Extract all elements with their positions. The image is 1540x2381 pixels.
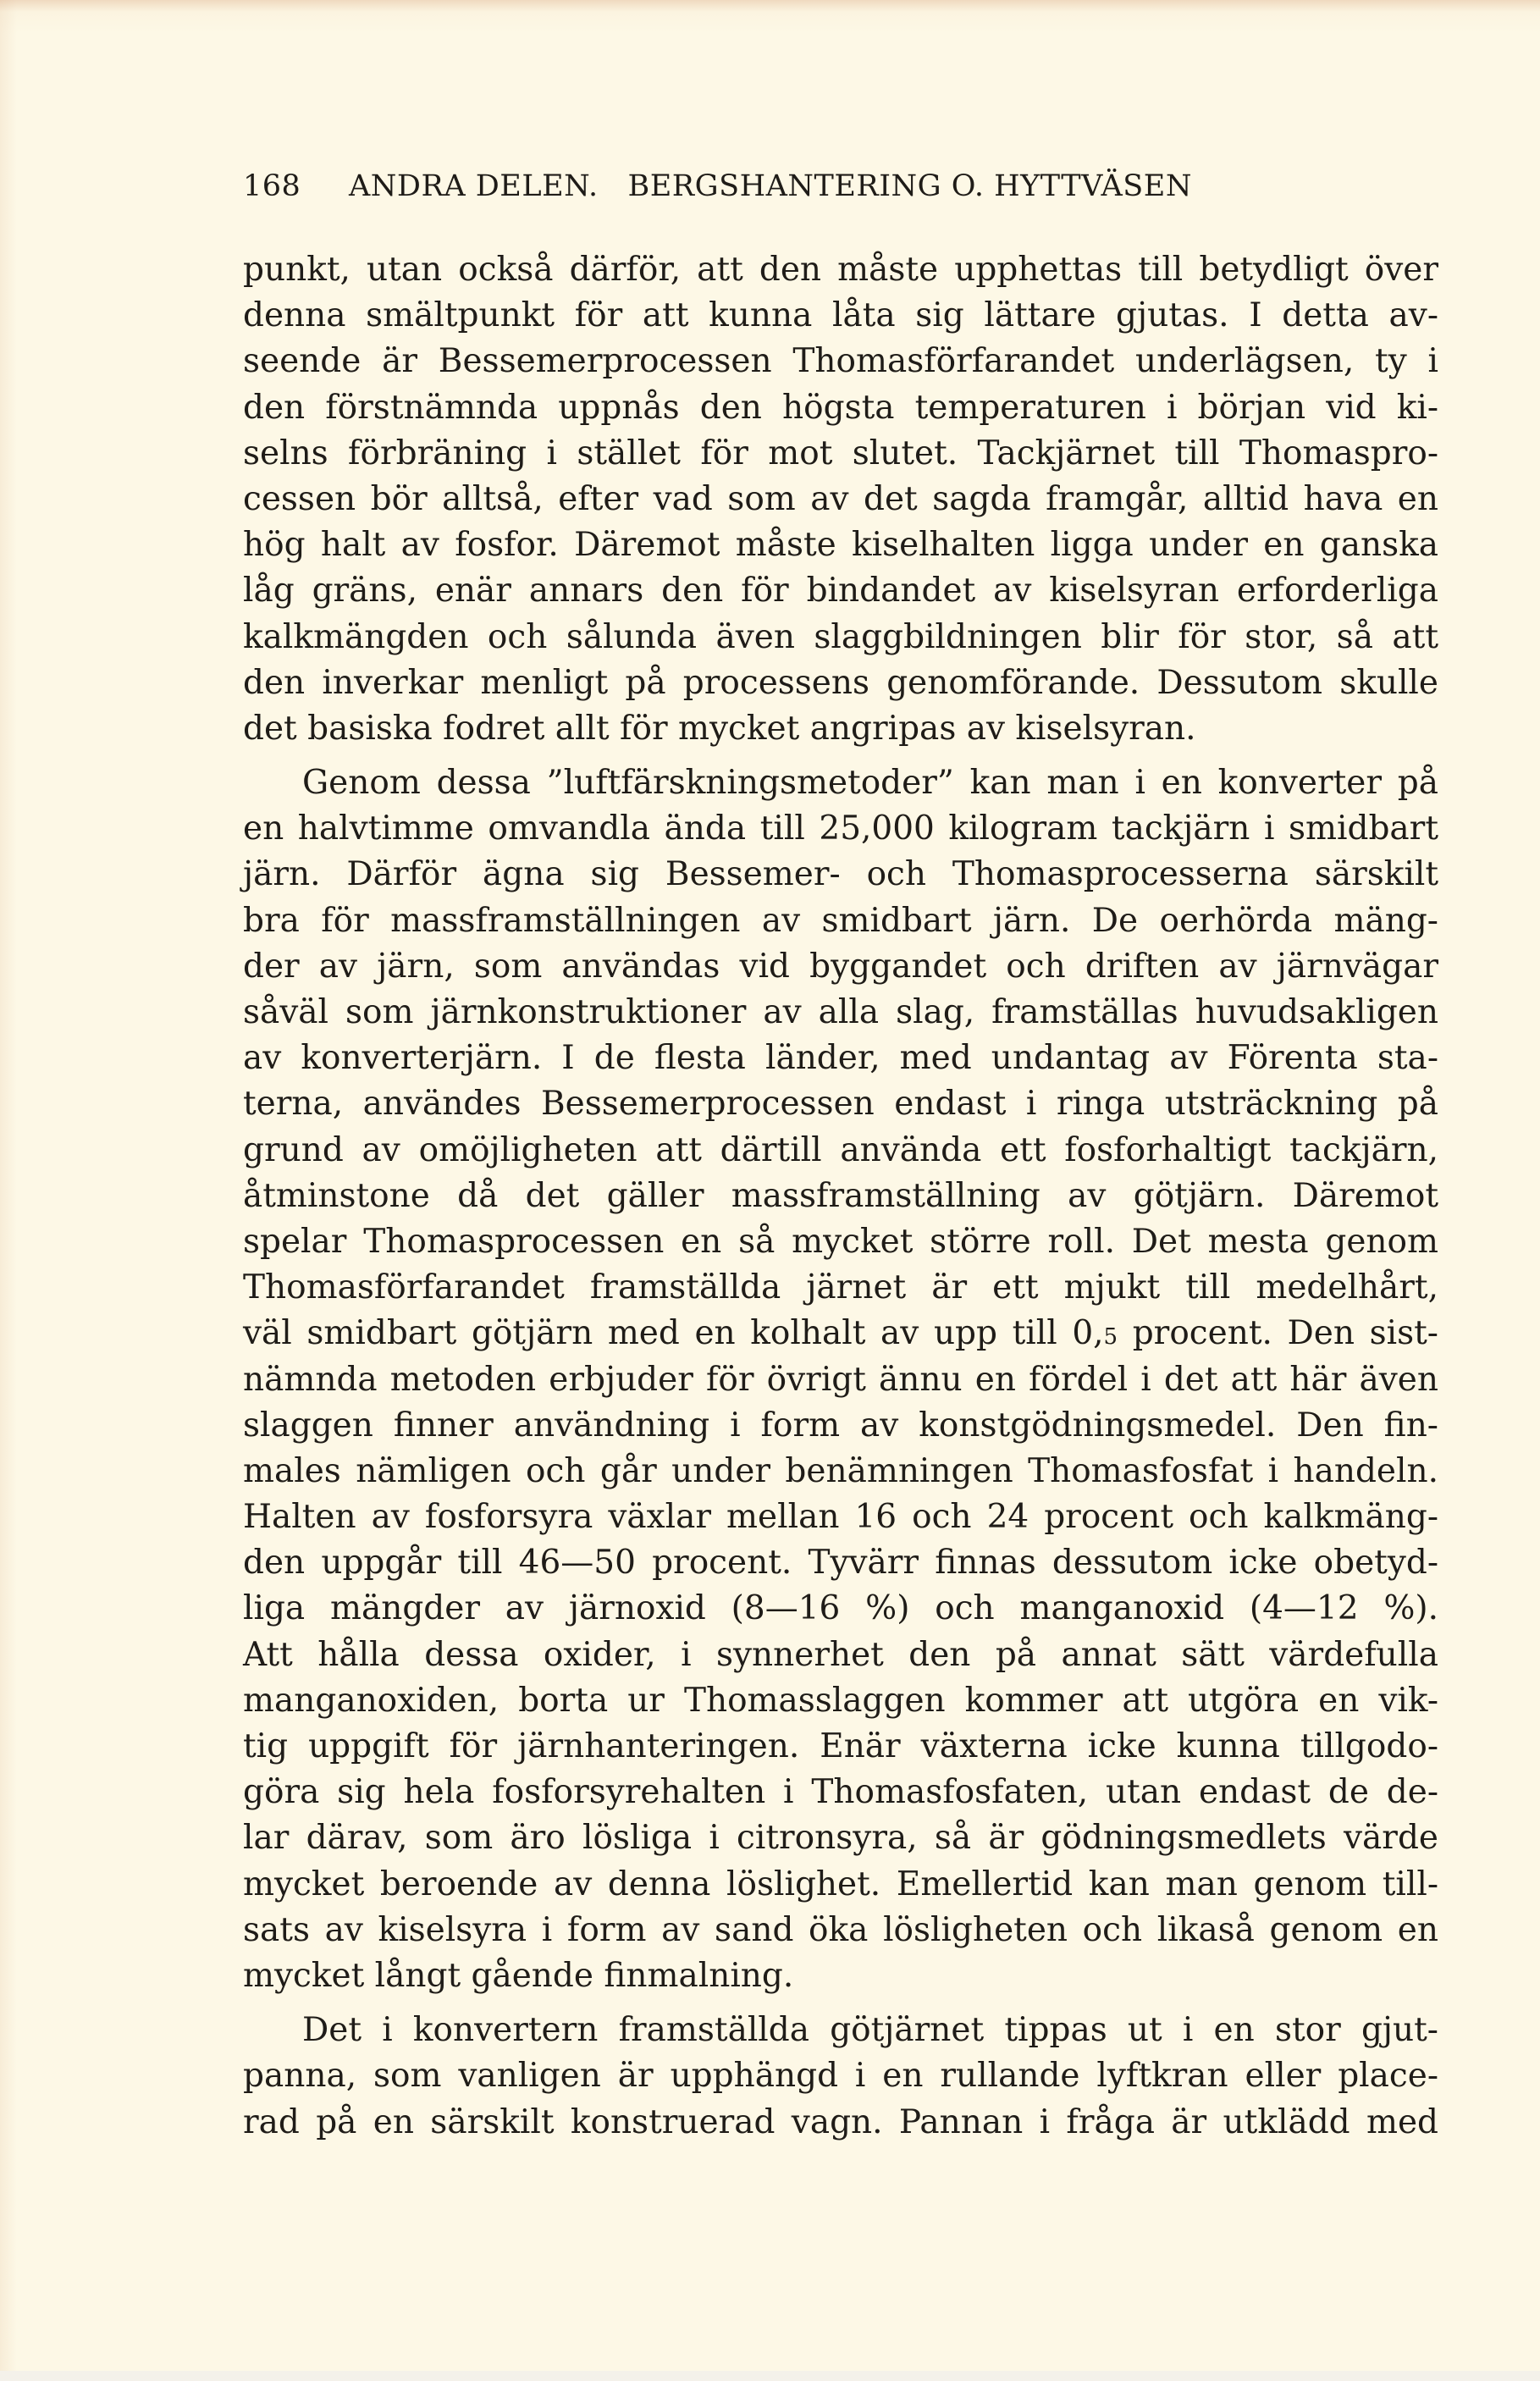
body-text	[243, 247, 1438, 2146]
paragraph-2	[243, 760, 1438, 1999]
text-line: males nämligen och går under benämningen Thomasfosfat i handeln.	[243, 1451, 1438, 1490]
text-line: nämnda metoden erbjuder för övrigt ännu en fördel i det att här även	[243, 1360, 1438, 1399]
text-line: terna, användes Bessemerprocessen endast i ringa utsträckning på	[243, 1085, 1438, 1124]
text-line: panna, som vanligen är upphängd i en rullande lyftkran eller place-	[243, 2057, 1438, 2096]
text-line: bra för massframställningen av smidbart järn. De oerhörda mäng-	[243, 901, 1438, 940]
text-line: grund av omöjligheten att därtill använda ett fosforhaltigt tackjärn,	[243, 1130, 1438, 1169]
text-line: mycket långt gående finmalning.	[243, 1956, 794, 1995]
chapter-title: ANDRA DELEN. BERGSHANTERING O. HYTTVÄSEN	[349, 169, 1192, 203]
text-line: en halvtimme omvandla ända till 25,000 kilogram tackjärn i smidbart	[243, 809, 1438, 848]
text-line: av konverterjärn. I de flesta länder, med undantag av Förenta sta-	[243, 1039, 1438, 1078]
text-line: sats av kiselsyra i form av sand öka lösligheten och likaså genom en	[243, 1910, 1438, 1949]
text-line: der av järn, som användas vid byggandet och driften av järnvägar	[243, 947, 1438, 986]
text-line: åtminstone då det gäller massframställning av götjärn. Däremot	[243, 1176, 1438, 1215]
text-line: manganoxiden, borta ur Thomasslaggen kommer att utgöra en vik-	[243, 1681, 1438, 1720]
text-line: den förstnämnda uppnås den högsta temperaturen i början vid ki-	[243, 388, 1438, 427]
text-line: cessen bör alltså, efter vad som av det sagda framgår, alltid hava en	[243, 479, 1438, 518]
text-line: tig uppgift för järnhanteringen. Enär växterna icke kunna tillgodo-	[243, 1727, 1438, 1765]
text-line: liga mängder av järnoxid (8—16 %) och manganoxid (4—12 %).	[243, 1589, 1438, 1628]
text-line: hög halt av fosfor. Däremot måste kiselhalten ligga under en ganska	[243, 526, 1438, 565]
oldstyle-digit: 5	[1103, 1324, 1118, 1351]
text-line: spelar Thomasprocessen en så mycket större roll. Det mesta genom	[243, 1222, 1438, 1261]
text-line: göra sig hela fosforsyrehalten i Thomasfosfaten, utan endast de de-	[243, 1773, 1438, 1812]
paragraph-gap	[243, 752, 1438, 760]
page-number: 168	[243, 169, 301, 203]
page-bottom-edge	[0, 2371, 1540, 2381]
running-head	[243, 169, 1445, 203]
text-line: selns förbräning i stället för mot slutet. Tackjärnet till Thomaspro-	[243, 434, 1438, 472]
text-line: mycket beroende av denna löslighet. Emellertid kan man genom till-	[243, 1864, 1438, 1903]
text-line: punkt, utan också därför, att den måste upphettas till betydligt över	[243, 251, 1438, 289]
text-line: låg gräns, enär annars den för bindandet av kiselsyran erforderliga	[243, 572, 1438, 610]
paragraph-gap	[243, 1999, 1438, 2008]
text-line: Att hålla dessa oxider, i synnerhet den på annat sätt värdefulla	[243, 1635, 1438, 1674]
text-line: Det i konvertern framställda götjärnet tippas ut i en stor gjut-	[302, 2011, 1438, 2050]
text-line: järn. Därför ägna sig Bessemer- och Thomasprocesserna särskilt	[243, 855, 1438, 894]
paragraph-1	[243, 247, 1438, 752]
text-line: såväl som järnkonstruktioner av alla slag, framställas huvudsakligen	[243, 993, 1438, 1031]
text-line: Halten av fosforsyra växlar mellan 16 och 24 procent och kalkmäng-	[243, 1498, 1438, 1537]
text-line: Genom dessa ”luftfärskningsmetoder” kan man i en konverter på	[302, 764, 1438, 803]
text-line: slaggen finner användning i form av konstgödningsmedel. Den fin-	[243, 1406, 1438, 1445]
text-line: lar därav, som äro lösliga i citronsyra, så är gödningsmedlets värde	[243, 1819, 1438, 1858]
text-line: det basiska fodret allt för mycket angripas av kiselsyran.	[243, 709, 1196, 748]
text-line: väl smidbart götjärn med en kolhalt av upp till 0,5 procent. Den sist-	[243, 1314, 1438, 1353]
paragraph-3	[243, 2008, 1438, 2146]
text-line: rad på en särskilt konstruerad vagn. Pannan i fråga är utklädd med	[243, 2102, 1438, 2141]
text-line: kalkmängden och sålunda även slaggbildningen blir för stor, så att	[243, 617, 1438, 656]
text-line: seende är Bessemerprocessen Thomasförfarandet underlägsen, ty i	[243, 342, 1438, 381]
text-line: den uppgår till 46—50 procent. Tyvärr finnas dessutom icke obetyd-	[243, 1544, 1438, 1583]
text-line: Thomasförfarandet framställda järnet är ett mjukt till medelhårt,	[243, 1268, 1438, 1307]
text-line: den inverkar menligt på processens genomförande. Dessutom skulle	[243, 663, 1438, 702]
text-line: denna smältpunkt för att kunna låta sig lättare gjutas. I detta av-	[243, 296, 1438, 335]
